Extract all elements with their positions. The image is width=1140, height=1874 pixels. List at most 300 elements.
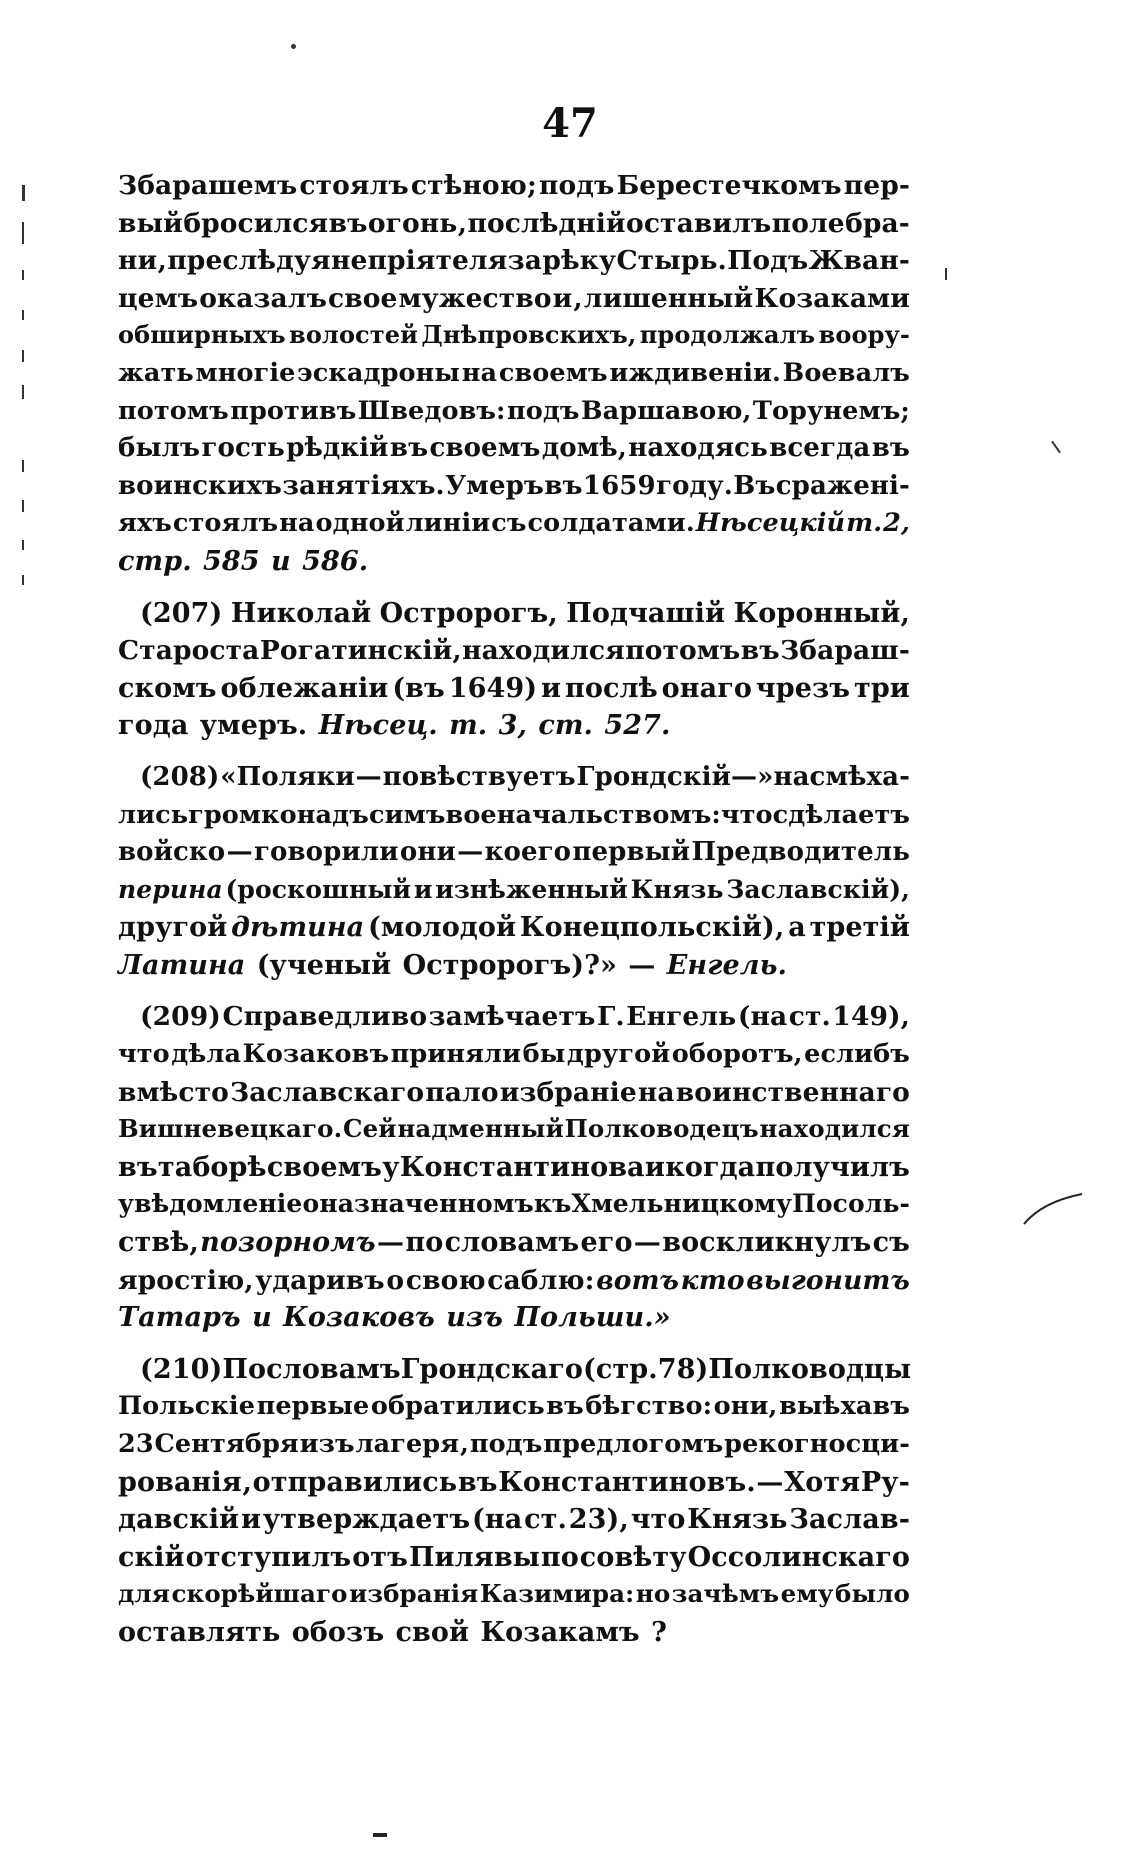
- paragraph-gap: [118, 987, 910, 1001]
- word: скій: [118, 1541, 185, 1573]
- word: его: [580, 1227, 633, 1259]
- margin-mark: [22, 540, 24, 550]
- word: и: [552, 282, 573, 314]
- word: Енгель: [626, 1001, 737, 1033]
- word: Нѣсец.: [318, 710, 438, 742]
- word: яростію,: [118, 1264, 254, 1296]
- word: всегда: [769, 433, 871, 464]
- text-line: [118, 1354, 910, 1392]
- word: три: [854, 672, 910, 704]
- text-line: [118, 546, 910, 584]
- word: ствѣ,: [118, 1227, 199, 1259]
- footnotes-text: [118, 170, 910, 1655]
- word: назначенномъ: [319, 1189, 534, 1219]
- word: пало: [425, 1076, 499, 1108]
- word: 527.: [604, 710, 671, 742]
- paragraph-gap: [118, 584, 910, 598]
- word: подъ: [506, 395, 580, 426]
- word: оборотъ,: [671, 1039, 803, 1070]
- word: ,: [573, 282, 583, 314]
- word: ему: [780, 1579, 834, 1609]
- text-line: [118, 1467, 910, 1505]
- word: года: [118, 710, 189, 742]
- word: изъ: [446, 1302, 504, 1334]
- word: Торунемъ;: [752, 395, 910, 426]
- word: у: [382, 1151, 400, 1183]
- word: замѣчаетъ: [428, 1001, 596, 1033]
- text-line: [118, 1189, 910, 1227]
- word: Остророгъ)?»: [402, 949, 617, 981]
- word: яхъ: [118, 508, 172, 539]
- word: оставилъ: [626, 207, 772, 239]
- word: рѣдкій: [286, 433, 389, 464]
- text-line: [118, 837, 910, 875]
- word: находился: [759, 1114, 910, 1144]
- word: Пилявы: [408, 1541, 540, 1573]
- word: Посоль-: [792, 1189, 910, 1219]
- word: —: [226, 837, 253, 868]
- word: стоялъ: [172, 508, 279, 539]
- word: Остророгъ,: [379, 597, 558, 629]
- text-line: [118, 471, 910, 509]
- word: занятіяхъ.: [282, 470, 445, 501]
- word: другой: [566, 1039, 671, 1070]
- word: въ: [328, 207, 368, 239]
- margin-mark: [22, 460, 24, 472]
- word: Збарашемъ: [118, 170, 298, 201]
- word: Сентября: [154, 1429, 299, 1459]
- word: 23: [118, 1429, 154, 1459]
- text-line: [118, 912, 910, 950]
- word: третій: [809, 912, 910, 944]
- word: —: [355, 761, 382, 792]
- word: Жван-: [808, 245, 910, 277]
- word: Полководецъ: [564, 1114, 759, 1144]
- word: —: [628, 949, 656, 981]
- word: сраженi-: [775, 470, 910, 501]
- word: повѣствуетъ: [382, 761, 576, 792]
- word: непріятеля: [331, 245, 508, 277]
- word: продолжалъ: [639, 320, 816, 350]
- word: утверждаетъ: [262, 1504, 471, 1536]
- word: скомъ: [118, 672, 217, 704]
- word: Константиновъ.: [498, 1466, 756, 1498]
- word: надъ: [296, 799, 369, 830]
- word: «Поляки: [220, 761, 355, 792]
- word: пер-: [843, 170, 910, 201]
- text-line: [118, 245, 910, 283]
- word: Подъ: [727, 245, 809, 277]
- word: Рогатинскій,: [259, 635, 462, 667]
- text-line: [118, 1504, 910, 1542]
- word: Николай: [230, 597, 372, 629]
- word: (въ: [392, 672, 445, 704]
- word: —: [377, 1227, 405, 1259]
- word: бра-: [845, 207, 910, 239]
- word: словамъ: [266, 1353, 401, 1385]
- word: но: [635, 1579, 671, 1609]
- word: послѣ: [565, 672, 658, 704]
- word: позорномъ: [200, 1227, 376, 1259]
- word: обширныхъ: [118, 320, 286, 350]
- word: стоялъ: [299, 170, 409, 201]
- word: на: [279, 508, 315, 539]
- word: находился: [462, 635, 625, 667]
- word: ни: [118, 245, 158, 277]
- margin-mark: [22, 350, 24, 362]
- word: Сей: [343, 1114, 397, 1144]
- word: о: [386, 1264, 405, 1296]
- word: Стырь.: [616, 245, 727, 277]
- word: таборѣ: [157, 1151, 267, 1183]
- word: По: [222, 1353, 267, 1385]
- word: когда: [665, 1151, 756, 1183]
- word: Латина: [118, 949, 246, 981]
- word: ст.: [788, 1001, 831, 1033]
- word: онаго: [661, 672, 752, 704]
- word: —: [756, 1466, 784, 1498]
- word: перина: [118, 874, 223, 904]
- word: военачальствомъ:: [445, 799, 721, 830]
- word: чрезъ: [755, 672, 851, 704]
- word: въ: [118, 1151, 158, 1183]
- word: Хотя: [784, 1466, 861, 1498]
- word: отступилъ: [185, 1541, 352, 1573]
- word: предлогомъ: [543, 1429, 724, 1459]
- word: 3,: [498, 710, 528, 742]
- word: въ: [740, 635, 780, 667]
- word: 585: [203, 545, 260, 577]
- word: увѣдомленіе: [118, 1189, 303, 1219]
- text-line: [118, 1429, 910, 1467]
- word: Вишневецкаго.: [118, 1114, 343, 1144]
- word: 23),: [568, 1504, 629, 1536]
- word: оставлять: [118, 1616, 281, 1648]
- margin-mark: [22, 385, 24, 399]
- word: Ру-: [860, 1466, 910, 1498]
- word: бросился: [183, 207, 329, 239]
- word: Польши.»: [514, 1302, 671, 1334]
- word: (на: [471, 1504, 523, 1536]
- word: и: [252, 1302, 272, 1334]
- word: въ: [544, 470, 583, 501]
- word: говорили: [254, 837, 399, 868]
- text-line: [118, 598, 910, 636]
- word: Шведовъ:: [357, 395, 506, 426]
- word: Козакамъ: [480, 1616, 640, 1648]
- word: что: [118, 1039, 170, 1070]
- word: ,: [457, 207, 468, 239]
- word: ,: [157, 245, 167, 277]
- pencil-stroke: [1020, 1190, 1090, 1230]
- word: и: [240, 1504, 262, 1536]
- text-line: [118, 320, 910, 358]
- word: —: [457, 837, 484, 868]
- word: лись: [118, 799, 189, 830]
- word: (стр.: [583, 1353, 658, 1385]
- word: ,: [460, 1429, 469, 1459]
- word: жать: [118, 357, 194, 388]
- word: свое: [328, 282, 398, 314]
- word: свою: [405, 1264, 486, 1296]
- word: году.: [656, 470, 733, 501]
- word: Грондскій—»насмѣха-: [576, 761, 910, 792]
- word: съ: [491, 508, 527, 539]
- word: Козаками: [754, 282, 910, 314]
- word: давскій: [118, 1504, 240, 1536]
- word: Заславскаго: [230, 1076, 425, 1108]
- word: Варшавою,: [580, 395, 752, 426]
- word: надменный: [397, 1114, 564, 1144]
- word: послѣдній: [467, 207, 626, 239]
- word: потомъ: [625, 635, 741, 667]
- word: Староста: [118, 635, 260, 667]
- word: (209): [140, 1001, 221, 1033]
- margin-mark: [22, 310, 24, 320]
- margin-mark: [945, 268, 947, 280]
- word: вмѣсто: [118, 1076, 229, 1108]
- word: иждивеніи.: [609, 357, 781, 388]
- word: Казимира:: [479, 1579, 635, 1609]
- word: ст.: [538, 710, 594, 742]
- word: линіи: [405, 508, 491, 539]
- word: подъ: [538, 170, 615, 201]
- word: (на: [737, 1001, 788, 1033]
- word: Енгель.: [666, 949, 788, 981]
- word: находясь: [628, 433, 768, 464]
- word: противъ: [230, 395, 357, 426]
- text-line: [118, 508, 910, 546]
- word: въ: [457, 1466, 498, 1498]
- word: гость: [201, 433, 285, 464]
- text-line: [118, 1077, 910, 1115]
- word: бы: [522, 1039, 566, 1070]
- text-line: [118, 710, 910, 748]
- paragraph-gap: [118, 748, 910, 762]
- word: стѣною;: [410, 170, 537, 201]
- word: и: [271, 545, 291, 577]
- word: по: [405, 1227, 444, 1259]
- word: вотъ: [596, 1264, 679, 1296]
- word: Князь: [687, 1504, 788, 1536]
- word: цемъ: [118, 282, 199, 314]
- word: еслибъ: [804, 1039, 910, 1070]
- word: —: [633, 1227, 661, 1259]
- word: коего: [484, 837, 572, 868]
- word: по: [540, 1541, 579, 1573]
- word: Подчашій: [566, 597, 726, 629]
- word: громко: [188, 799, 297, 830]
- word: а: [788, 912, 806, 944]
- word: многіе: [195, 357, 296, 388]
- word: 149),: [832, 1001, 910, 1033]
- word: изнѣженный: [435, 874, 628, 904]
- word: Предводитель: [691, 837, 910, 868]
- word: первые: [256, 1391, 370, 1422]
- word: бѣгство:: [585, 1391, 713, 1422]
- word: ударивъ: [255, 1264, 385, 1296]
- word: Нѣсецкій: [695, 508, 846, 539]
- text-line: [118, 283, 910, 321]
- word: и: [541, 672, 562, 704]
- word: первый: [572, 837, 691, 868]
- word: сдѣлаетъ: [772, 799, 911, 830]
- word: дѣтина: [231, 912, 365, 944]
- word: они,: [713, 1391, 778, 1422]
- text-line: [118, 1114, 910, 1152]
- word: подъ: [469, 1429, 543, 1459]
- word: 78): [657, 1353, 709, 1385]
- word: преслѣдуя: [167, 245, 331, 277]
- word: Козаковъ: [242, 1039, 390, 1070]
- word: рекогносци-: [724, 1429, 910, 1459]
- ink-speck: [291, 44, 296, 49]
- margin-mark: [22, 270, 24, 280]
- margin-mark: [22, 185, 25, 201]
- word: Заслав-: [789, 1504, 910, 1536]
- word: (207): [140, 597, 223, 629]
- word: ?: [651, 1616, 667, 1648]
- text-line: [118, 1391, 910, 1429]
- word: 1659: [582, 470, 656, 501]
- word: мужество: [398, 282, 552, 314]
- word: воскликнулъ: [662, 1227, 872, 1259]
- word: оказалъ: [199, 282, 327, 314]
- word: Оссолинскаго: [687, 1541, 910, 1573]
- text-line: [118, 1265, 910, 1303]
- word: (молодой: [368, 912, 517, 944]
- word: приняли: [390, 1039, 522, 1070]
- word: облежаніи: [220, 672, 389, 704]
- word: избраніе: [499, 1076, 637, 1108]
- text-line: [118, 433, 910, 471]
- word: воору-: [818, 320, 910, 350]
- word: Г.: [597, 1001, 625, 1033]
- word: лишенный: [583, 282, 754, 314]
- word: (210): [140, 1353, 223, 1385]
- word: своемъ: [266, 1151, 382, 1183]
- text-line: [118, 170, 910, 208]
- word: 2,: [883, 508, 910, 539]
- word: ,: [242, 1466, 252, 1498]
- word: войско: [118, 837, 226, 868]
- word: Татаръ: [118, 1302, 241, 1334]
- word: что: [720, 799, 773, 830]
- text-line: [118, 1617, 910, 1655]
- margin-mark: [22, 222, 24, 244]
- word: саблю:: [487, 1264, 595, 1296]
- word: Полководцы: [708, 1353, 912, 1385]
- text-line: [118, 875, 910, 913]
- word: совѣту: [579, 1541, 687, 1573]
- text-line: [118, 1542, 910, 1580]
- word: 1649): [448, 672, 538, 704]
- word: словамъ: [444, 1227, 580, 1259]
- word: и: [644, 1151, 666, 1183]
- word: потомъ: [118, 395, 229, 426]
- word: своемъ: [498, 357, 608, 388]
- word: воинскихъ: [118, 470, 282, 501]
- text-line: [118, 762, 910, 800]
- margin-mark: [22, 500, 24, 512]
- word: другой: [118, 912, 228, 944]
- word: вый: [118, 207, 183, 239]
- text-line: [118, 1579, 910, 1617]
- word: Князь: [630, 874, 724, 904]
- word: Воевалъ: [782, 357, 910, 388]
- margin-mark: [1051, 441, 1061, 454]
- word: лагеря: [355, 1429, 460, 1459]
- word: Хмельницкому: [571, 1189, 793, 1219]
- word: Козаковъ: [283, 1302, 435, 1334]
- word: (208): [140, 761, 220, 792]
- word: симъ: [368, 799, 446, 830]
- word: зачѣмъ: [671, 1579, 780, 1609]
- word: было: [835, 1579, 910, 1609]
- word: волостей: [289, 320, 419, 350]
- word: на: [461, 357, 498, 388]
- word: и: [413, 874, 433, 904]
- word: о: [302, 1189, 320, 1219]
- text-line: [118, 1039, 910, 1077]
- text-line: [118, 1001, 910, 1039]
- word: дѣла: [171, 1039, 242, 1070]
- word: воинственнаго: [675, 1076, 910, 1108]
- word: рѣку: [542, 245, 617, 277]
- word: Днѣпровскихъ,: [421, 320, 637, 350]
- margin-mark: [22, 575, 24, 585]
- word: что: [630, 1504, 686, 1536]
- word: Въ: [733, 470, 776, 501]
- word: своемъ: [429, 433, 541, 464]
- word: свой: [395, 1616, 470, 1648]
- word: они: [399, 837, 456, 868]
- word: былъ: [118, 433, 201, 464]
- ink-dash: [373, 1833, 387, 1837]
- word: Умеръ: [445, 470, 544, 501]
- word: Справедливо: [222, 1001, 428, 1033]
- word: обозъ: [291, 1616, 385, 1648]
- text-line: [118, 1152, 910, 1190]
- word: Конецпольскій),: [519, 912, 785, 944]
- word: съ: [872, 1227, 910, 1259]
- word: т.: [449, 710, 488, 742]
- word: избранія: [349, 1579, 479, 1609]
- text-line: [118, 800, 910, 838]
- word: за: [507, 245, 543, 277]
- word: отъ: [352, 1541, 408, 1573]
- word: Грондскаго: [400, 1353, 584, 1385]
- text-line: [118, 396, 910, 434]
- word: скорѣйшаго: [171, 1579, 348, 1609]
- word: Заславскій),: [726, 874, 910, 904]
- word: Берестечкомъ: [616, 170, 842, 201]
- page-number: 47: [542, 100, 598, 147]
- text-line: [118, 358, 910, 396]
- word: Збараш-: [780, 635, 910, 667]
- word: Константинова: [399, 1151, 645, 1183]
- word: рованія: [118, 1466, 242, 1498]
- word: т.: [846, 508, 883, 539]
- text-line: [118, 1227, 910, 1265]
- word: стр.: [118, 545, 192, 577]
- word: эскадроны: [297, 357, 461, 388]
- word: обратились: [370, 1391, 545, 1422]
- word: солдатами.: [527, 508, 695, 539]
- word: выѣхавъ: [779, 1391, 910, 1422]
- text-line: [118, 1302, 910, 1340]
- word: выгонитъ: [746, 1264, 910, 1296]
